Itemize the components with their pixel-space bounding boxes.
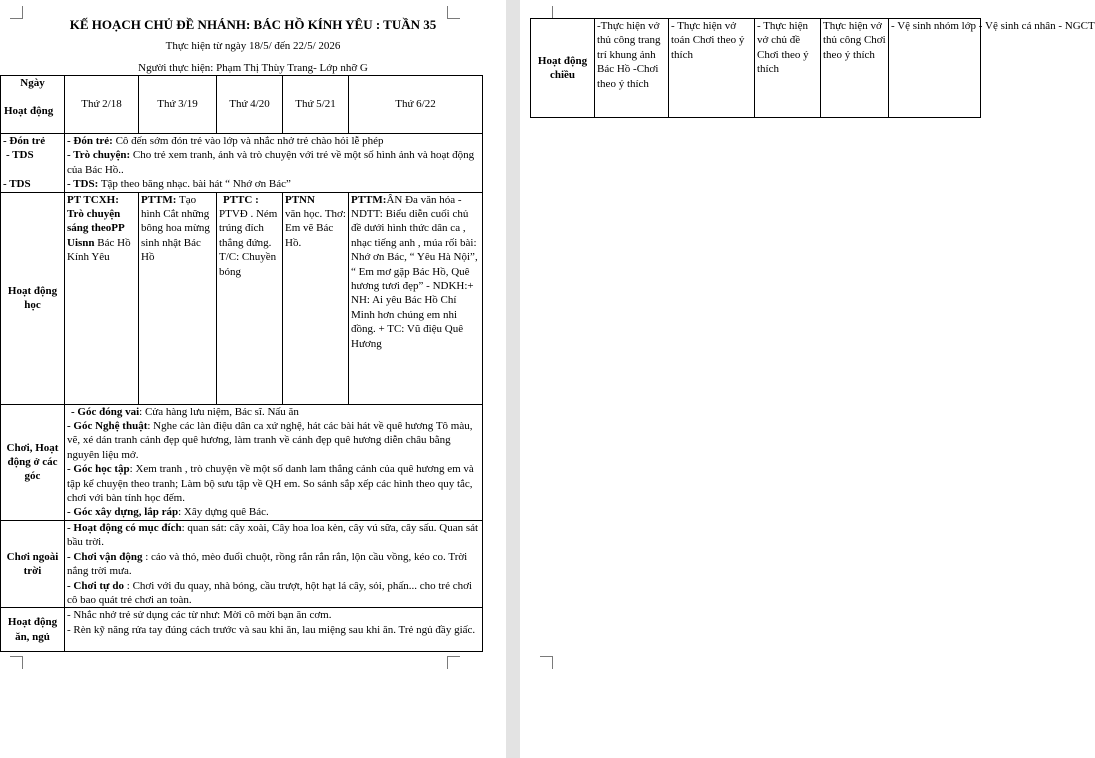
item-title: - Đón trẻ: (67, 135, 113, 147)
item-text: Tập theo băng nhạc. bài hát “ Nhớ ơn Bác” (98, 178, 291, 191)
crop-mark (447, 656, 460, 669)
reception-content-cell (65, 134, 483, 193)
learning-thursday-cell (283, 192, 349, 404)
learning-wednesday-cell (217, 192, 283, 404)
meals-row (1, 608, 483, 652)
learning-monday-cell (65, 192, 139, 404)
learning-tuesday-cell (139, 192, 217, 404)
page-gutter (506, 0, 520, 758)
item-text: Cô đến sớm đón trẻ vào lớp và nhắc nhở trẻ chào hỏi lễ phép (112, 135, 384, 147)
item-title: PTNN (285, 193, 315, 206)
afternoon-friday-cell: - Vệ sinh nhóm lớp - Vệ sinh cá nhân - NGCT (889, 19, 981, 118)
item-text: : quan sát: cây xoài, Cây hoa loa kèn, cây vú sữa, cây sấu. Quan sát bầu trời. (67, 521, 479, 549)
outdoor-label-cell: Chơi ngoài trời (1, 520, 65, 607)
row-label: - Đón trẻ (3, 135, 46, 147)
item-title: - TDS: (67, 178, 99, 191)
afternoon-wednesday-cell: - Thực hiện vở chủ đề Chơi theo ý thích (755, 19, 821, 118)
learning-row (1, 192, 483, 404)
item-text: ÂN Đa văn hóa - NDTT: Biểu diễn cuối chủ đề dưới hình thức dân ca , nhạc tiếng anh , múa rối bài: Nhớ ơn Bác, “ Yêu Hà Nội”, “ Em mơ gặp Bác Hồ, Quê hương tươi đẹp” - NDKH:+ NH: Ai yêu Bác Hồ Chí Minh hơn chúng em nhi đồng. + TC: Vũ điệu Quê Hương (351, 193, 478, 350)
row-label: - TDS (3, 178, 31, 191)
item-text: : Nghe các làn điệu dân ca xứ nghệ, hát các bài hát về quê hương Tô màu, vẽ, xé dán tranh cảnh đẹp quê hương, làm tranh về cảnh đẹp quê hương diễn châu bằng nguyên liệu mở. (67, 420, 473, 461)
document-page-left (0, 0, 506, 758)
item-title: - Góc đóng vai (71, 405, 140, 418)
corners-row (1, 404, 483, 520)
item-title: PTTM: (141, 193, 177, 206)
item-title: - Chơi vận động (67, 550, 143, 563)
item-title: - Hoạt động có mục đích (67, 521, 182, 534)
document-author: Người thực hiện: Phạm Thị Thùy Trang- Lớp nhỡ G (138, 62, 368, 74)
item-text: Cho trẻ xem tranh, ảnh và trò chuyện với trẻ về một số hình ảnh và hoạt động của Bác Hồ.. (67, 149, 475, 176)
item-title: PTTC : (223, 193, 259, 206)
item-text: : Xây dựng quê Bác. (178, 506, 269, 519)
item-title: - Góc xây dựng, lắp ráp (67, 506, 179, 519)
item-text: : cáo và thỏ, mèo đuổi chuột, rồng rắn rắn rắn, lộn cầu vồng, kéo co. Trời nắng trời mưa. (67, 550, 468, 578)
item-text: : Chơi với đu quay, nhà bóng, cầu trượt, hột hạt lá cây, sỏi, phấn... cho trẻ chơi cô bao quát trẻ chơi an toàn. (67, 579, 472, 606)
item-text: - Rèn kỹ năng rửa tay đúng cách trước và sau khi ăn, lau miệng sau khi ăn. Trẻ ngủ đầy giấc. (67, 623, 476, 636)
afternoon-label-cell: Hoạt động chiều (531, 19, 595, 118)
day-header: Thứ 4/20 (217, 76, 283, 134)
item-text: văn học. Thơ: Em vẽ Bác Hồ. (285, 208, 346, 249)
day-header: Thứ 2/18 (65, 76, 139, 134)
day-header: Thứ 3/19 (139, 76, 217, 134)
crop-mark (10, 656, 23, 669)
outdoor-content-cell (65, 520, 483, 607)
learning-friday-cell (349, 192, 483, 404)
table-header-row (1, 76, 483, 134)
item-title: PTTM: (351, 193, 387, 206)
item-text: : Xem tranh , trò chuyện về một số danh lam thắng cảnh của quê hương em và tập kể chuyện theo tranh; Làm bộ sưu tập về QH em. So sánh sắp xếp các hình theo quy tắc, chơi với bàn tính học đếm. (67, 463, 474, 505)
meals-content-cell (65, 608, 483, 652)
item-title: - Trò chuyện: (67, 149, 131, 162)
corner-day-label: Ngày (20, 77, 45, 89)
corner-header-cell (1, 76, 65, 134)
learning-label-cell: Hoạt động học (1, 192, 65, 404)
corners-content-cell (65, 404, 483, 520)
afternoon-activities-table (530, 18, 1095, 118)
afternoon-monday-cell: -Thực hiện vở thủ công trang trí khung ảnh Bác Hồ -Chơi theo ý thích (595, 19, 669, 118)
document-title: KẾ HOẠCH CHỦ ĐỀ NHÁNH: BÁC HỒ KÍNH YÊU : TUẦN 35 (69, 17, 437, 32)
outdoor-row (1, 520, 483, 607)
reception-label-cell (1, 134, 65, 193)
item-text: : Cửa hàng lưu niệm, Bác sĩ. Nấu ăn (139, 405, 299, 418)
item-title: - Chơi tự do (67, 579, 125, 592)
corner-activity-label: Hoạt động (4, 105, 54, 118)
crop-mark (540, 656, 553, 669)
item-title: - Góc học tập (67, 463, 130, 476)
item-text: PTVĐ . Ném trúng đích thẳng đứng. (219, 208, 278, 249)
document-dates: Thực hiện từ ngày 18/5/ đến 22/5/ 2026 (165, 40, 341, 52)
row-label: - TDS (6, 149, 34, 162)
afternoon-tuesday-cell: - Thực hiện vở toán Chơi theo ý thích (669, 19, 755, 118)
item-text: Tạo hình Cắt những bông hoa mừng sinh nhật Bác Hồ (141, 193, 210, 264)
meals-label-cell: Hoạt động ăn, ngủ (1, 608, 65, 652)
document-page-right (520, 0, 1095, 758)
corners-label-cell: Chơi, Hoạt động ở các góc (1, 404, 65, 520)
item-title: PT TCXH: Trò chuyện sáng theoPP Uisnn (67, 193, 125, 249)
afternoon-thursday-cell: Thực hiện vở thủ công Chơi theo ý thích (821, 19, 889, 118)
item-text: - Nhắc nhở trẻ sử dụng các từ như: Mời cô mời bạn ăn cơm. (67, 609, 332, 622)
item-text: Bác Hồ Kính Yêu (67, 236, 131, 264)
day-header: Thứ 6/22 (349, 76, 483, 134)
day-header: Thứ 5/21 (283, 76, 349, 134)
item-title: - Góc Nghệ thuật (67, 420, 148, 433)
afternoon-row (531, 19, 981, 118)
weekly-plan-table (0, 75, 483, 652)
reception-row (1, 134, 483, 193)
item-text: T/C: Chuyền bóng (219, 251, 277, 278)
